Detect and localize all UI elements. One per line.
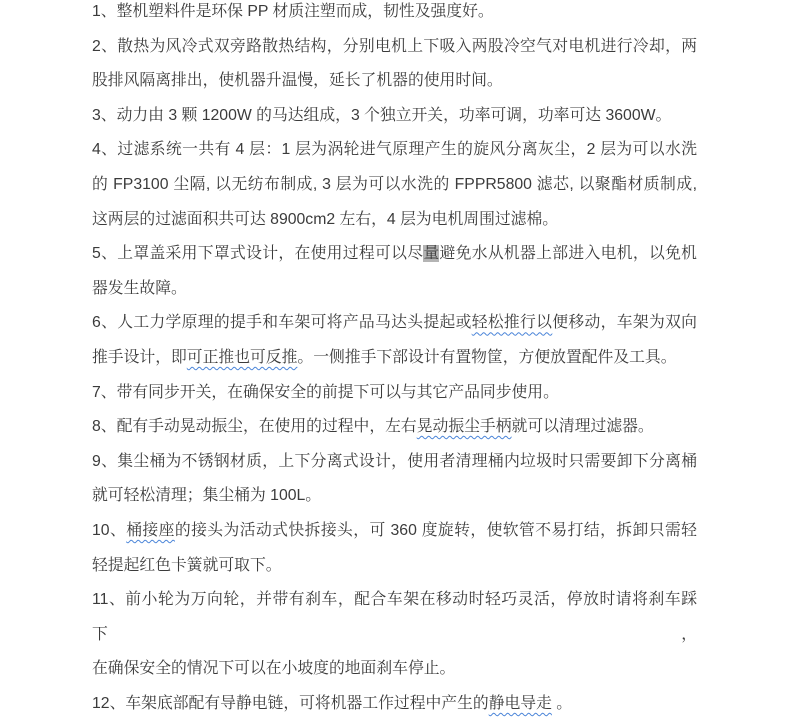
document-line[interactable] [92,306,697,341]
text-segment: 。 [551,694,573,712]
text-segment: 避免水从机器上部进入电机，以免机 [439,245,697,263]
document-line[interactable] [92,272,697,307]
document-line[interactable] [92,203,697,238]
document-line[interactable] [92,652,697,687]
document-line[interactable] [92,99,697,134]
list-item [92,410,697,445]
list-item [92,306,697,375]
list-item [92,99,697,134]
document-line[interactable] [92,0,697,30]
text-segment: 1、整机塑料件是环保 PP 材质注塑而成，韧性及强度好。 [92,3,494,20]
text-segment: 6、人工力学原理的提手和车架可将产品马达头提起或 [92,314,472,332]
text-segment: 器发生故障。 [92,279,187,297]
text-segment: 8、配有手动晃动振尘，在使用的过程中，左右 [92,418,417,436]
text-segment: 。一侧推手下部设计有置物筐，方便放置配件及工具。 [297,348,677,366]
text-segment: 的接头为活动式快拆接头，可 360 度旋转，使软管不易打结，拆卸只需轻 [174,521,697,539]
text-segment: 在确保安全的情况下可以在小坡度的地面刹车停止。 [92,660,456,678]
text-segment: 2、散热为风冷式双旁路散热结构，分别电机上下吸入两股冷空气对电机进行冷却，两 [92,37,697,55]
document-line[interactable] [92,410,697,445]
text-segment: 9、集尘桶为不锈钢材质，上下分离式设计，使用者清理桶内垃圾时只需要卸下分离桶 [92,452,697,470]
text-segment: 12、车架底部配有导静电链，可将机器工作过程中产生的 [92,694,489,712]
list-item [92,133,697,237]
spellcheck-underlined-text: 可正推也可反推 [186,348,298,366]
text-segment: 股排风隔离排出，使机器升温慢，延长了机器的使用时间。 [92,72,503,90]
document-line[interactable] [92,514,697,549]
text-segment: 轻提起红色卡簧就可取下。 [92,556,282,574]
text-segment: 3、动力由 3 颗 1200W 的马达组成，3 个独立开关，功率可调，功率可达 3600W。 [92,106,672,124]
text-segment: 的 FP3100 尘隔, 以无纺布制成, 3 层为可以水洗的 FPPR5800 滤芯, 以聚酯材质制成, [92,175,697,193]
text-segment: 10、 [92,521,127,539]
document-line[interactable] [92,64,697,99]
document-line[interactable] [92,30,697,65]
text-segment: 就可以清理过滤器。 [511,418,654,436]
document-line[interactable] [92,479,697,514]
text-segment: 11、前小轮为万向轮，并带有刹车，配合车架在移动时轻巧灵活，停放时请将刹车踩下， [92,591,697,643]
list-item [92,583,697,687]
document-line[interactable] [92,583,697,652]
document-body [92,0,697,721]
spellcheck-underlined-text: 轻松推行以 [471,314,553,332]
text-segment: 4、过滤系统一共有 4 层：1 层为涡轮进气原理产生的旋风分离灰尘，2 层为可以水洗 [92,141,697,159]
text-segment: 便移动，车架为双向 [552,314,697,332]
text-segment: 这两层的过滤面积共可达 8900cm2 左右，4 层为电机周围过滤棉。 [92,210,559,228]
text-segment: 5、上罩盖采用下罩式设计，在使用过程可以尽 [92,245,424,263]
spellcheck-underlined-text: 静电导走 [488,694,552,712]
document-line[interactable] [92,168,697,203]
list-item [92,237,697,306]
text-segment: 就可轻松清理；集尘桶为 100L。 [92,487,322,505]
list-item [92,514,697,583]
list-item [92,376,697,411]
text-segment: 7、带有同步开关，在确保安全的前提下可以与其它产品同步使用。 [92,383,559,401]
document-line[interactable] [92,341,697,376]
spellcheck-underlined-text: 桶接座 [126,521,175,539]
list-item [92,0,697,30]
list-item [92,445,697,514]
list-item [92,687,697,721]
document-line[interactable] [92,376,697,411]
document-line[interactable] [92,237,697,272]
text-segment: 推手设计，即 [92,348,187,366]
document-line[interactable] [92,445,697,480]
document-line[interactable] [92,687,697,721]
document-line[interactable] [92,549,697,584]
highlighted-char: 量 [423,245,440,263]
spellcheck-underlined-text: 晃动振尘手柄 [416,418,512,436]
list-item [92,30,697,99]
document-line[interactable] [92,133,697,168]
